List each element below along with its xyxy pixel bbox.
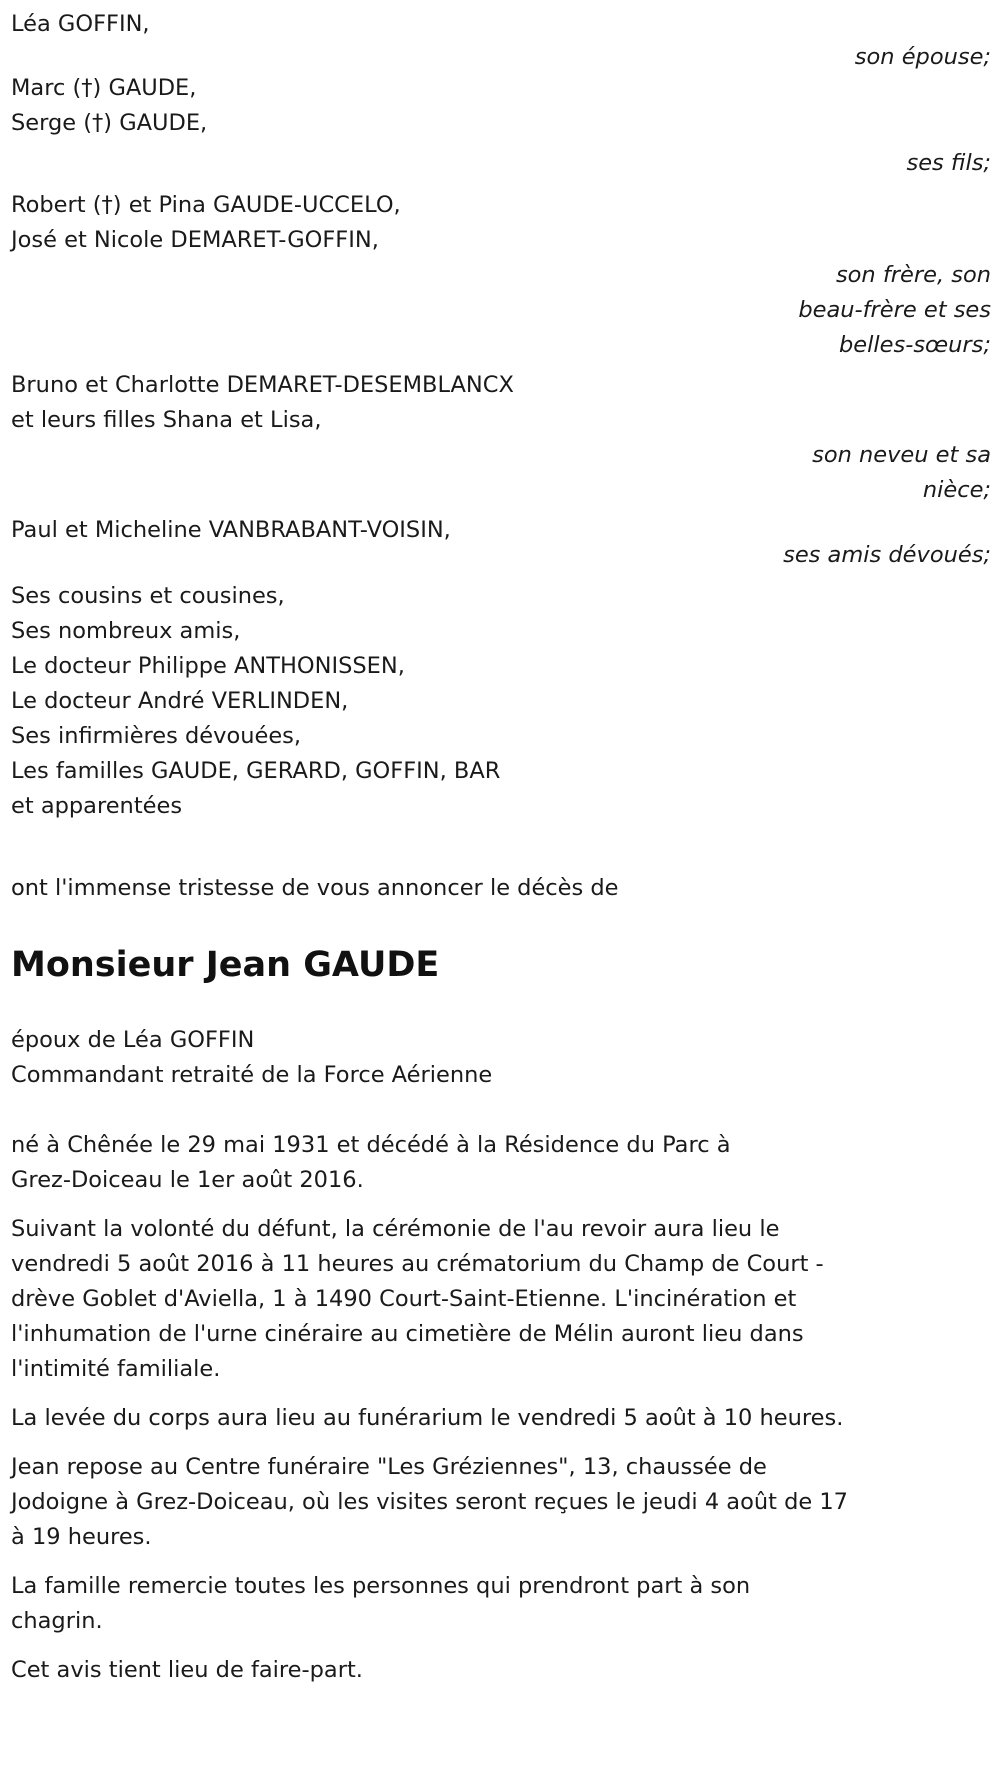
relation-label: beau-frère et ses	[798, 297, 991, 323]
closing-paragraph	[11, 1650, 996, 1690]
subtitle-line: Commandant retraité de la Force Aérienne	[11, 1062, 493, 1088]
rest-paragraph	[11, 1447, 996, 1557]
list-item: Les familles GAUDE, GERARD, GOFFIN, BAR	[11, 758, 501, 784]
family-group-sons	[11, 68, 991, 183]
relation-label: nièce;	[922, 477, 991, 503]
relation-label: belles-sœurs;	[839, 332, 991, 358]
paragraph-line: La famille remercie toutes les personnes qui prendront part à son	[11, 1573, 751, 1599]
list-item: Ses infirmières dévouées,	[11, 723, 302, 749]
obituary-notice	[11, 4, 991, 1699]
paragraph-line: Grez-Doiceau le 1er août 2016.	[11, 1167, 364, 1193]
list-item: Ses nombreux amis,	[11, 618, 241, 644]
relation-label: son neveu et sa	[812, 442, 991, 468]
family-group-friends	[11, 510, 991, 575]
paragraph-line: Jodoigne à Grez-Doiceau, où les visites seront reçues le jeudi 4 août de 17	[11, 1489, 848, 1515]
list-item: Le docteur Philippe ANTHONISSEN,	[11, 653, 405, 679]
thanks-paragraph	[11, 1566, 996, 1641]
paragraph-line: né à Chênée le 29 mai 1931 et décédé à la Résidence du Parc à	[11, 1132, 731, 1158]
relation-label: son frère, son	[835, 262, 991, 288]
relation-label: son épouse;	[854, 44, 991, 70]
ceremony-paragraph	[11, 1209, 996, 1389]
paragraph-line: l'inhumation de l'urne cinéraire au cimetière de Mélin auront lieu dans	[11, 1321, 804, 1347]
deceased-name: Monsieur Jean GAUDE	[11, 945, 440, 985]
paragraph-line: Cet avis tient lieu de faire-part.	[11, 1657, 363, 1683]
family-name-line: Paul et Micheline VANBRABANT-VOISIN,	[11, 517, 451, 543]
family-name-line: José et Nicole DEMARET-GOFFIN,	[11, 227, 379, 253]
family-name-line: Serge (†) GAUDE,	[11, 110, 208, 136]
family-group-spouse	[11, 4, 991, 77]
subtitle-line: époux de Léa GOFFIN	[11, 1027, 255, 1053]
list-item: Le docteur André VERLINDEN,	[11, 688, 349, 714]
paragraph-line: l'intimité familiale.	[11, 1356, 221, 1382]
paragraph-line: drève Goblet d'Aviella, 1 à 1490 Court-Saint-Etienne. L'incinération et	[11, 1286, 797, 1312]
family-group-nephew-niece	[11, 365, 991, 510]
family-name-line: Marc (†) GAUDE,	[11, 75, 197, 101]
details	[11, 1125, 991, 1690]
paragraph-line: Jean repose au Centre funéraire "Les Gréziennes", 13, chaussée de	[11, 1454, 767, 1480]
others-list	[11, 576, 991, 826]
paragraph-line: chagrin.	[11, 1608, 103, 1634]
list-item: Ses cousins et cousines,	[11, 583, 285, 609]
family-name-line: et leurs filles Shana et Lisa,	[11, 407, 322, 433]
family-group-siblings	[11, 185, 991, 365]
birth-death-paragraph	[11, 1125, 996, 1200]
levee-paragraph	[11, 1398, 996, 1438]
paragraph-line: La levée du corps aura lieu au funérarium le vendredi 5 août à 10 heures.	[11, 1405, 844, 1431]
relation-label: ses amis dévoués;	[783, 542, 991, 568]
deceased-subtitle	[11, 1020, 991, 1095]
family-name-line: Robert (†) et Pina GAUDE-UCCELO,	[11, 192, 401, 218]
list-item: et apparentées	[11, 793, 183, 819]
family-name-line: Léa GOFFIN,	[11, 11, 150, 37]
relation-label: ses fils;	[906, 150, 991, 176]
family-name-line: Bruno et Charlotte DEMARET-DESEMBLANCX	[11, 372, 514, 398]
paragraph-line: à 19 heures.	[11, 1524, 152, 1550]
announcement-text: ont l'immense tristesse de vous annoncer le décès de	[11, 875, 619, 901]
announcement	[11, 868, 991, 908]
paragraph-line: Suivant la volonté du défunt, la cérémonie de l'au revoir aura lieu le	[11, 1216, 780, 1242]
paragraph-line: vendredi 5 août 2016 à 11 heures au crématorium du Champ de Court -	[11, 1251, 824, 1277]
